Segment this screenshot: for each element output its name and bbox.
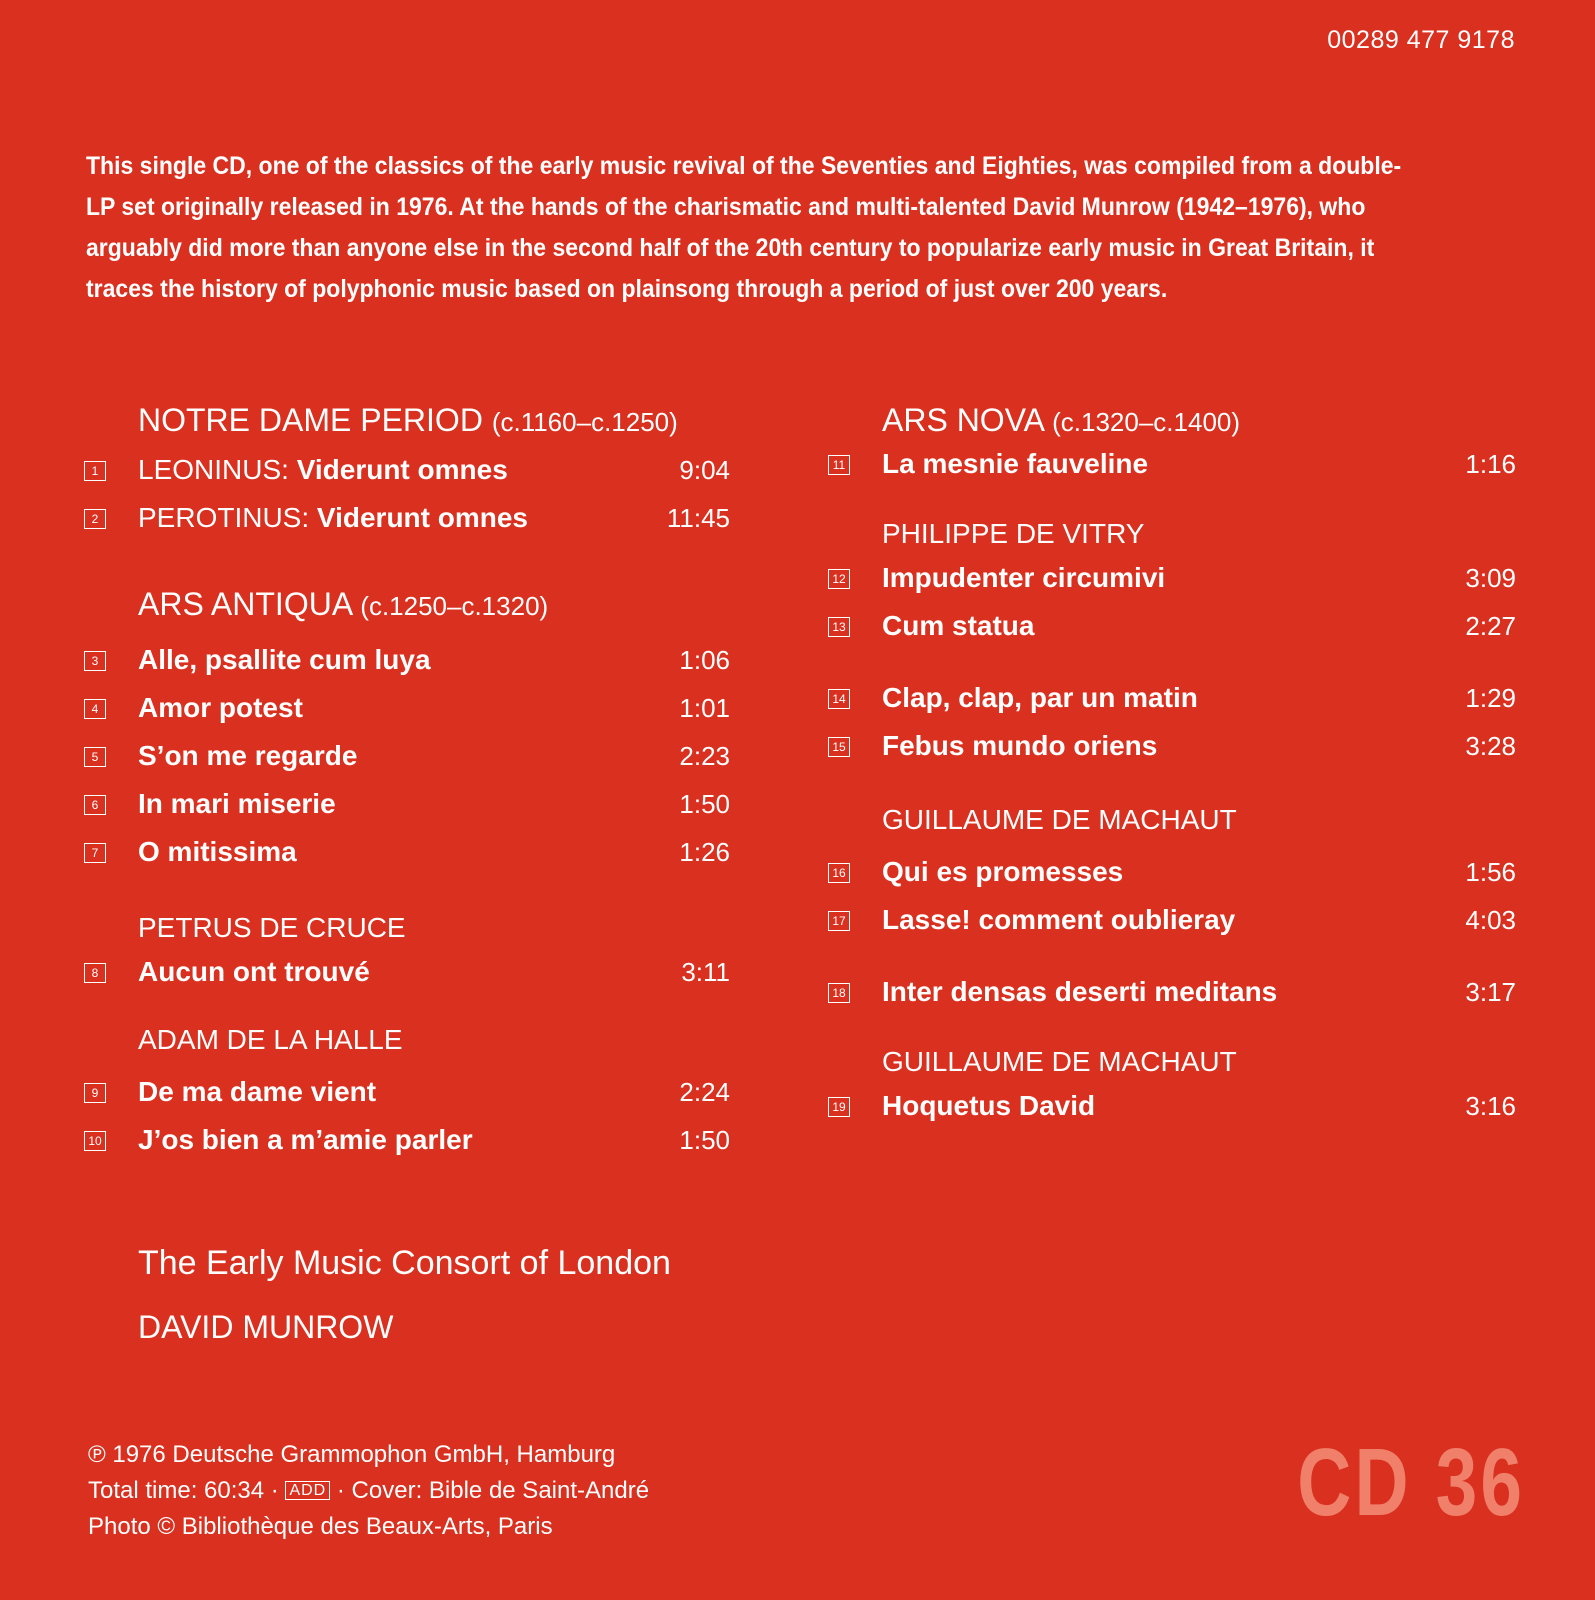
composer-prefix: LEONINUS: (138, 454, 297, 485)
track-duration: 3:28 (1465, 731, 1516, 761)
track-row (84, 494, 730, 542)
track-number: 15 (828, 737, 850, 757)
total-time: Total time: 60:34 · (88, 1477, 279, 1504)
track-row (828, 440, 1516, 488)
track-number: 3 (84, 651, 106, 671)
track-title: Clap, clap, par un matin (882, 682, 1198, 713)
track-row (828, 674, 1516, 722)
track-row (828, 602, 1516, 650)
tracklist-left (84, 400, 730, 1164)
track-row (828, 722, 1516, 770)
track-title: Impudenter circumivi (882, 562, 1166, 593)
track-title: J’os bien a m’amie parler (138, 1124, 473, 1155)
track-number: 6 (84, 795, 106, 815)
track-duration: 1:06 (679, 645, 730, 675)
track-title: Viderunt omnes (296, 454, 508, 485)
track-title: Aucun ont trouvé (138, 956, 370, 987)
footer-info (88, 1437, 649, 1545)
performer-credits (138, 1243, 671, 1347)
track-title: Alle, psallite cum luya (138, 644, 431, 675)
track-title: Cum statua (882, 610, 1035, 641)
track-title: Inter densas deserti meditans (882, 976, 1278, 1007)
track-duration: 3:16 (1465, 1091, 1516, 1121)
track-number: 16 (828, 863, 850, 883)
intro-text: This single CD, one of the classics of the early music revival of the Seventies and Eighties, was compiled from a double-LP set originally released in 1976. At the hands of the charismatic and multi-talented David Munrow (1942–1976), who arguably did more than anyone else in the second half of the 20th century to popularize early music in Great Britain, it traces the history of polyphonic music based on plainsong through a period of just over 200 years. (86, 152, 1402, 303)
composer-heading: PHILIPPE DE VITRY (882, 518, 1145, 549)
track-number: 17 (828, 911, 850, 931)
track-title: Viderunt omnes (316, 502, 529, 533)
track-row (84, 780, 730, 828)
track-number: 2 (84, 509, 106, 529)
track-duration: 2:24 (679, 1077, 730, 1107)
track-number: 12 (828, 569, 850, 589)
track-duration: 1:29 (1465, 683, 1516, 713)
track-row (828, 968, 1516, 1016)
track-duration: 2:27 (1465, 611, 1516, 641)
track-number: 14 (828, 689, 850, 709)
track-duration: 1:16 (1465, 449, 1516, 479)
track-row (84, 636, 730, 684)
track-title: O mitissima (138, 836, 297, 867)
track-title: Amor potest (138, 692, 303, 723)
track-title: La mesnie fauveline (882, 448, 1149, 479)
track-row (84, 1068, 730, 1116)
track-title: Lasse! comment oublieray (882, 904, 1236, 935)
track-duration: 1:26 (679, 837, 730, 867)
track-duration: 3:09 (1465, 563, 1516, 593)
track-duration: 3:11 (681, 957, 730, 987)
copyright-line: ℗ 1976 Deutsche Grammophon GmbH, Hamburg (88, 1441, 616, 1468)
track-duration: 4:03 (1465, 905, 1516, 935)
composer-heading: ADAM DE LA HALLE (138, 1024, 403, 1055)
track-number: 8 (84, 963, 106, 983)
track-title: Qui es promesses (882, 856, 1124, 887)
composer-prefix: PEROTINUS: (138, 502, 317, 533)
tracklist-right (828, 400, 1516, 1130)
track-row (84, 446, 730, 494)
conductor-name: DAVID MUNROW (138, 1309, 394, 1345)
track-row (84, 828, 730, 876)
add-badge: ADD (285, 1481, 330, 1500)
track-number: 9 (84, 1083, 106, 1103)
composer-heading: GUILLAUME DE MACHAUT (882, 1046, 1237, 1077)
track-number: 5 (84, 747, 106, 767)
era-heading-notre-dame: NOTRE DAME PERIOD (c.1160–c.1250) (138, 402, 678, 438)
track-number: 11 (828, 455, 850, 475)
track-duration: 11:45 (666, 503, 730, 533)
track-duration: 1:56 (1465, 857, 1516, 887)
track-row (84, 732, 730, 780)
catalog-number: 00289 477 9178 (1327, 26, 1515, 54)
track-duration: 3:17 (1465, 977, 1516, 1007)
track-number: 7 (84, 843, 106, 863)
cover-credit: · Cover: Bible de Saint-André (336, 1477, 650, 1504)
track-title: S’on me regarde (138, 740, 358, 771)
cd-number-badge: CD 36 (1297, 1429, 1525, 1536)
track-number: 19 (828, 1097, 850, 1117)
track-duration: 1:01 (679, 693, 730, 723)
track-duration: 9:04 (679, 455, 730, 485)
track-number: 10 (84, 1131, 106, 1151)
track-number: 13 (828, 617, 850, 637)
track-number: 18 (828, 983, 850, 1003)
track-row (828, 554, 1516, 602)
track-row (84, 1116, 730, 1164)
track-title: Hoquetus David (882, 1090, 1096, 1121)
track-number: 1 (84, 461, 106, 481)
track-duration: 2:23 (679, 741, 730, 771)
total-time-line (88, 1473, 649, 1509)
track-title: De ma dame vient (138, 1076, 377, 1107)
ensemble-name: The Early Music Consort of London (138, 1244, 671, 1282)
track-duration: 1:50 (679, 789, 730, 819)
era-heading-ars-antiqua: ARS ANTIQUA (c.1250–c.1320) (138, 586, 549, 622)
track-row (828, 848, 1516, 896)
track-row (84, 684, 730, 732)
track-title: Febus mundo oriens (882, 730, 1158, 761)
composer-heading: PETRUS DE CRUCE (138, 912, 406, 943)
composer-heading: GUILLAUME DE MACHAUT (882, 804, 1237, 835)
track-number: 4 (84, 699, 106, 719)
track-row (828, 1082, 1516, 1130)
era-heading-ars-nova: ARS NOVA (c.1320–c.1400) (882, 402, 1241, 438)
photo-credit: Photo © Bibliothèque des Beaux-Arts, Paris (88, 1513, 553, 1540)
track-duration: 1:50 (679, 1125, 730, 1155)
track-title: In mari miserie (138, 788, 336, 819)
track-row (828, 896, 1516, 944)
track-row (84, 948, 730, 996)
